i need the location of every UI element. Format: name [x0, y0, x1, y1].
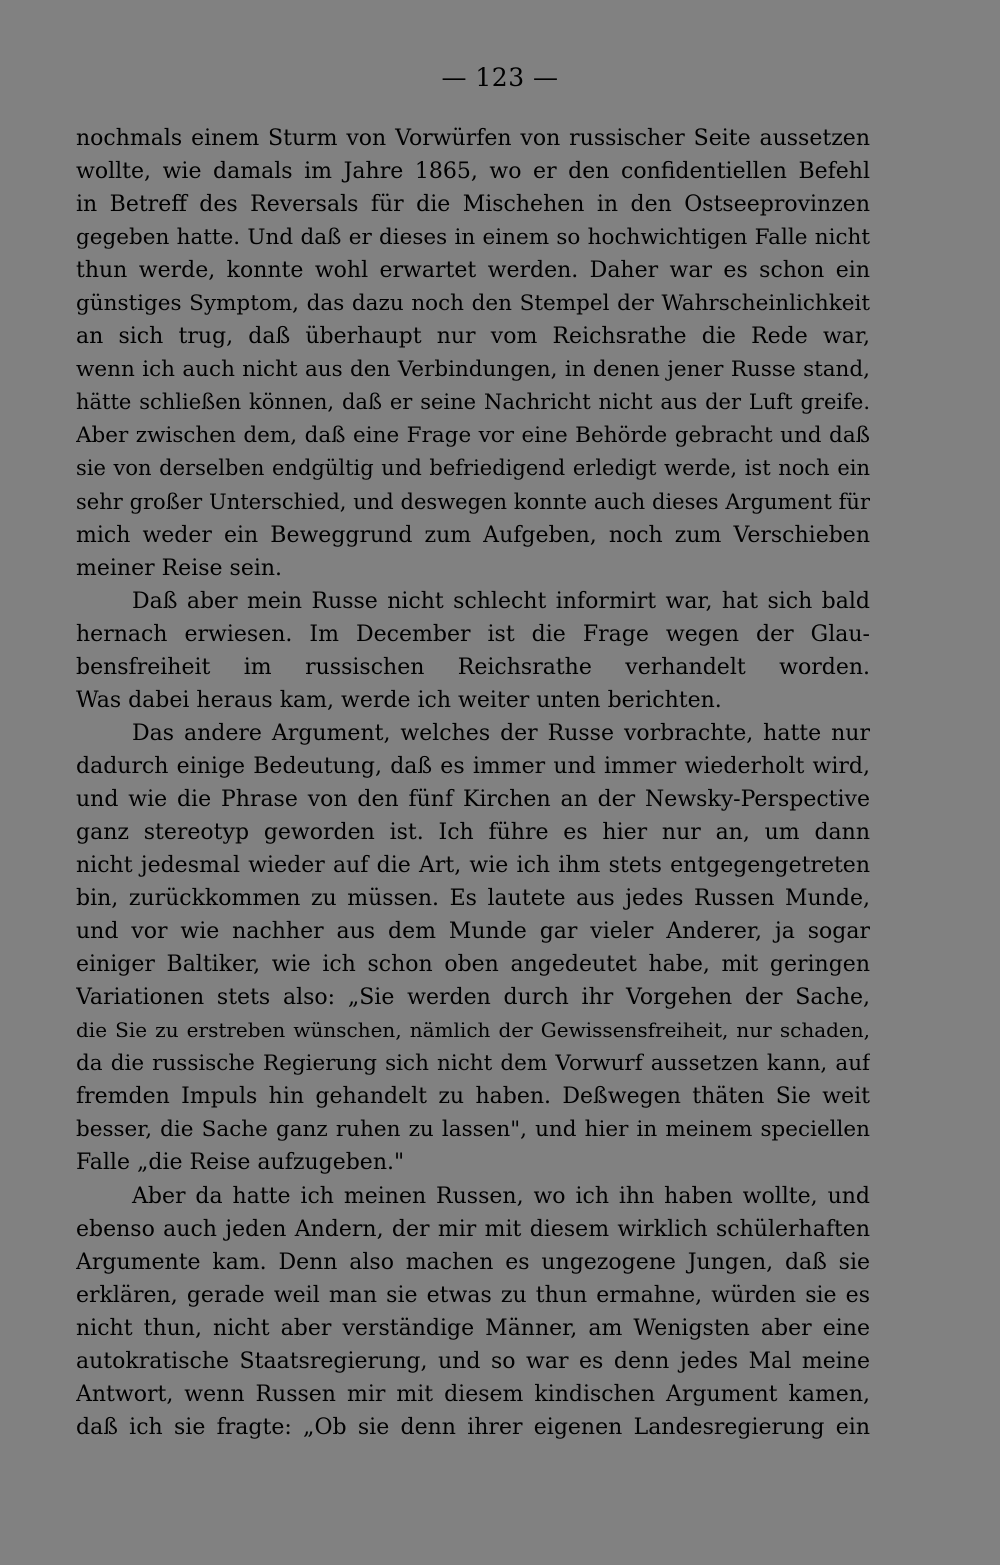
text-line: günstiges Symptom, das dazu noch den Stempel der Wahrscheinlichkeit — [76, 291, 870, 317]
text-line: bensfreiheit im russischen Reichsrathe verhandelt worden. — [76, 654, 870, 680]
text-line: und wie die Phrase von den fünf Kirchen an der Newsky-Perspective — [76, 786, 870, 812]
text-line: bin, zurückkommen zu müssen. Es lautete aus jedes Russen Munde, — [76, 886, 870, 912]
text-line: thun werde, konnte wohl erwartet werden. Daher war es schon ein — [76, 258, 870, 284]
text-line: hätte schließen können, daß er seine Nachricht nicht aus der Luft greife. — [76, 390, 870, 415]
text-line: da die russische Regierung sich nicht dem Vorwurf aussetzen kann, auf — [76, 1051, 870, 1077]
text-line: dadurch einige Bedeutung, daß es immer und immer wiederholt wird, — [76, 753, 870, 779]
text-line: in Betreff des Reversals für die Mischehen in den Ostseeprovinzen — [76, 192, 870, 218]
text-line: nochmals einem Sturm von Vorwürfen von russischer Seite aussetzen — [76, 126, 870, 151]
text-line: sehr großer Unterschied, und deswegen konnte auch dieses Argument für — [76, 489, 870, 514]
text-line: Das andere Argument, welches der Russe vorbrachte, hatte nur — [132, 720, 870, 746]
text-line: ganz stereotyp geworden ist. Ich führe es hier nur an, um dann — [76, 819, 870, 845]
text-line: und vor wie nachher aus dem Munde gar vieler Anderer, ja sogar — [76, 919, 870, 945]
text-line: nicht jedesmal wieder auf die Art, wie ich ihm stets entgegengetreten — [76, 853, 870, 879]
text-line: fremden Impuls hin gehandelt zu haben. Deßwegen thäten Sie weit — [76, 1084, 870, 1110]
text-line: hernach erwiesen. Im December ist die Frage wegen der Glau- — [76, 621, 870, 647]
text-line: Daß aber mein Russe nicht schlecht informirt war, hat sich bald — [132, 588, 870, 614]
text-line: einiger Baltiker, wie ich schon oben angedeutet habe, mit geringen — [76, 952, 870, 978]
text-line: Falle „die Reise aufzugeben." — [76, 1150, 405, 1176]
text-line: gegeben hatte. Und daß er dieses in einem so hochwichtigen Falle nicht — [76, 225, 870, 251]
text-line: Argumente kam. Denn also machen es ungezogene Jungen, daß sie — [76, 1249, 870, 1275]
text-line: die Sie zu erstreben wünschen, nämlich der Gewissensfreiheit, nur schaden, — [76, 1018, 870, 1043]
text-line: ebenso auch jeden Andern, der mir mit diesem wirklich schülerhaften — [76, 1216, 870, 1242]
body-text — [76, 122, 870, 1444]
text-line: meiner Reise sein. — [76, 555, 283, 581]
text-line: Aber da hatte ich meinen Russen, wo ich ihn haben wollte, und — [132, 1183, 870, 1209]
page-number: — 123 — — [441, 63, 559, 92]
text-line: erklären, gerade weil man sie etwas zu thun ermahne, würden sie es — [76, 1282, 870, 1308]
text-line: autokratische Staatsregierung, und so war es denn jedes Mal meine — [76, 1348, 870, 1374]
text-line: mich weder ein Beweggrund zum Aufgeben, noch zum Verschieben — [76, 522, 870, 548]
text-line: nicht thun, nicht aber verständige Männer, am Wenigsten aber eine — [76, 1315, 870, 1341]
text-line: Aber zwischen dem, daß eine Frage vor eine Behörde gebracht und daß — [76, 423, 870, 449]
text-line: Variationen stets also: „Sie werden durch ihr Vorgehen der Sache, — [76, 985, 870, 1011]
text-line: Was dabei heraus kam, werde ich weiter unten berichten. — [76, 687, 722, 713]
text-line: wollte, wie damals im Jahre 1865, wo er den confidentiellen Befehl — [76, 159, 870, 185]
text-line: daß ich sie fragte: „Ob sie denn ihrer eigenen Landesregierung ein — [76, 1414, 870, 1440]
text-line: sie von derselben endgültig und befriedigend erledigt werde, ist noch ein — [76, 456, 870, 481]
text-line: Antwort, wenn Russen mir mit diesem kindischen Argument kamen, — [76, 1381, 870, 1407]
text-line: wenn ich auch nicht aus den Verbindungen, in denen jener Russe stand, — [76, 357, 870, 383]
text-line: an sich trug, daß überhaupt nur vom Reichsrathe die Rede war, — [76, 324, 870, 350]
text-line: besser, die Sache ganz ruhen zu lassen", und hier in meinem speciellen — [76, 1117, 870, 1143]
